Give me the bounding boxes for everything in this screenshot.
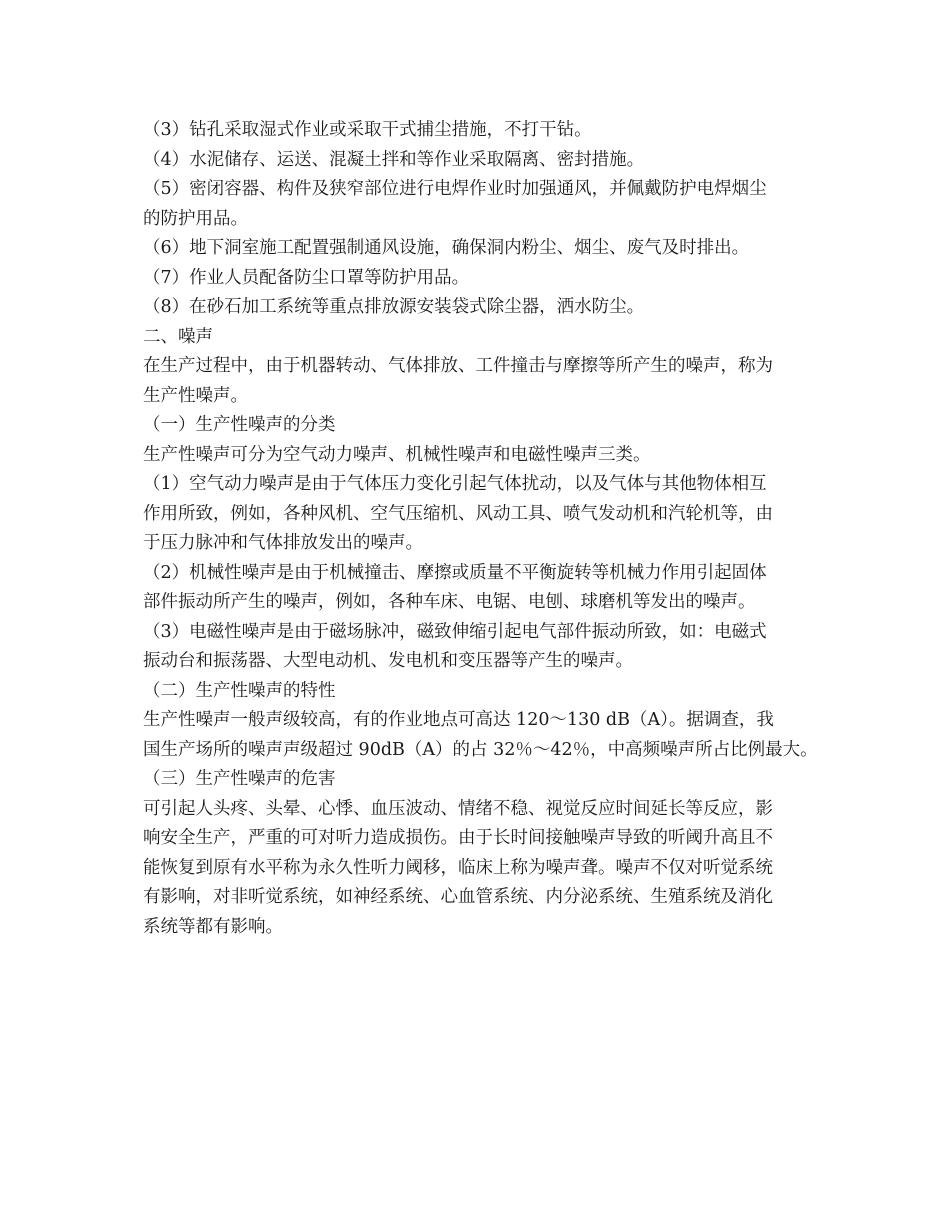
text-line: 生产性噪声可分为空气动力噪声、机械性噪声和电磁性噪声三类。: [143, 444, 651, 465]
text-line: 于压力脉冲和气体排放发出的噪声。: [143, 533, 423, 553]
text-line: 作用所致，例如，各种风机、空气压缩机、风动工具、喷气发动机和汽轮机等，由: [143, 503, 773, 524]
paragraph: [143, 470, 823, 559]
text-line: （5）密闭容器、构件及狭窄部位进行电焊作业时加强通风，并佩戴防护电焊烟尘: [143, 179, 767, 199]
subsection-heading: [143, 677, 823, 707]
text-line: 生产性噪声一般声级较高，有的作业地点可高达 120～130 dB（A）。据调查，我: [143, 710, 774, 730]
text-line: （7）作业人员配备防尘口罩等防护用品。: [143, 267, 470, 288]
paragraph: [143, 352, 823, 411]
text-line: 有影响，对非听觉系统，如神经系统、心血管系统、内分泌系统、生殖系统及消化: [143, 887, 773, 907]
paragraph: [143, 293, 823, 323]
text-line: 部件振动所产生的噪声，例如，各种车床、电锯、电刨、球磨机等发出的噪声。: [143, 592, 756, 612]
text-line: 生产性噪声。: [143, 385, 248, 406]
text-line: （3）钻孔采取湿式作业或采取干式捕尘措施，不打干钻。: [143, 120, 592, 140]
text-line: 二、噪声: [143, 326, 213, 347]
text-line: 能恢复到原有水平称为永久性听力阈移，临床上称为噪声聋。噪声不仅对听觉系统: [143, 857, 773, 878]
text-line: （2）机械性噪声是由于机械撞击、摩擦或质量不平衡旋转等机械力作用引起固体: [143, 562, 767, 583]
text-line: （一）生产性噪声的分类: [143, 415, 336, 435]
text-line: 国生产场所的噪声声级超过 90dB（A）的占 32％～42％，中高频噪声所占比例最大。: [143, 739, 818, 760]
text-line: 可引起人头疼、头晕、心悸、血压波动、情绪不稳、视觉反应时间延长等反应，影: [143, 798, 773, 819]
text-line: 响安全生产，严重的可对听力造成损伤。由于长时间接触噪声导致的听阈升高且不: [143, 828, 773, 848]
paragraph: [143, 706, 823, 765]
text-line: 系统等都有影响。: [143, 916, 283, 937]
text-line: （8）在砂石加工系统等重点排放源安装袋式除尘器，洒水防尘。: [143, 297, 645, 317]
paragraph: [143, 618, 823, 677]
text-line: （二）生产性噪声的特性: [143, 680, 336, 701]
subsection-heading: [143, 411, 823, 441]
text-line: 在生产过程中，由于机器转动、气体排放、工件撞击与摩擦等所产生的噪声，称为: [143, 356, 773, 376]
subsection-heading: [143, 765, 823, 795]
section-heading: [143, 323, 823, 353]
paragraph: [143, 116, 823, 146]
text-line: （三）生产性噪声的危害: [143, 769, 336, 789]
paragraph: [143, 234, 823, 264]
text-line: （6）地下洞室施工配置强制通风设施，确保洞内粉尘、烟尘、废气及时排出。: [143, 238, 750, 258]
document-body: [143, 116, 823, 942]
paragraph: [143, 795, 823, 943]
text-line: （3）电磁性噪声是由于磁场脉冲，磁致伸缩引起电气部件振动所致，如：电磁式: [143, 621, 767, 642]
text-line: 振动台和振荡器、大型电动机、发电机和变压器等产生的噪声。: [143, 651, 633, 671]
text-line: 的防护用品。: [143, 208, 248, 229]
text-line: （1）空气动力噪声是由于气体压力变化引起气体扰动，以及气体与其他物体相互: [143, 474, 767, 494]
paragraph: [143, 175, 823, 234]
paragraph: [143, 264, 823, 294]
paragraph: [143, 441, 823, 471]
paragraph: [143, 559, 823, 618]
paragraph: [143, 146, 823, 176]
text-line: （4）水泥储存、运送、混凝土拌和等作业采取隔离、密封措施。: [143, 149, 645, 170]
